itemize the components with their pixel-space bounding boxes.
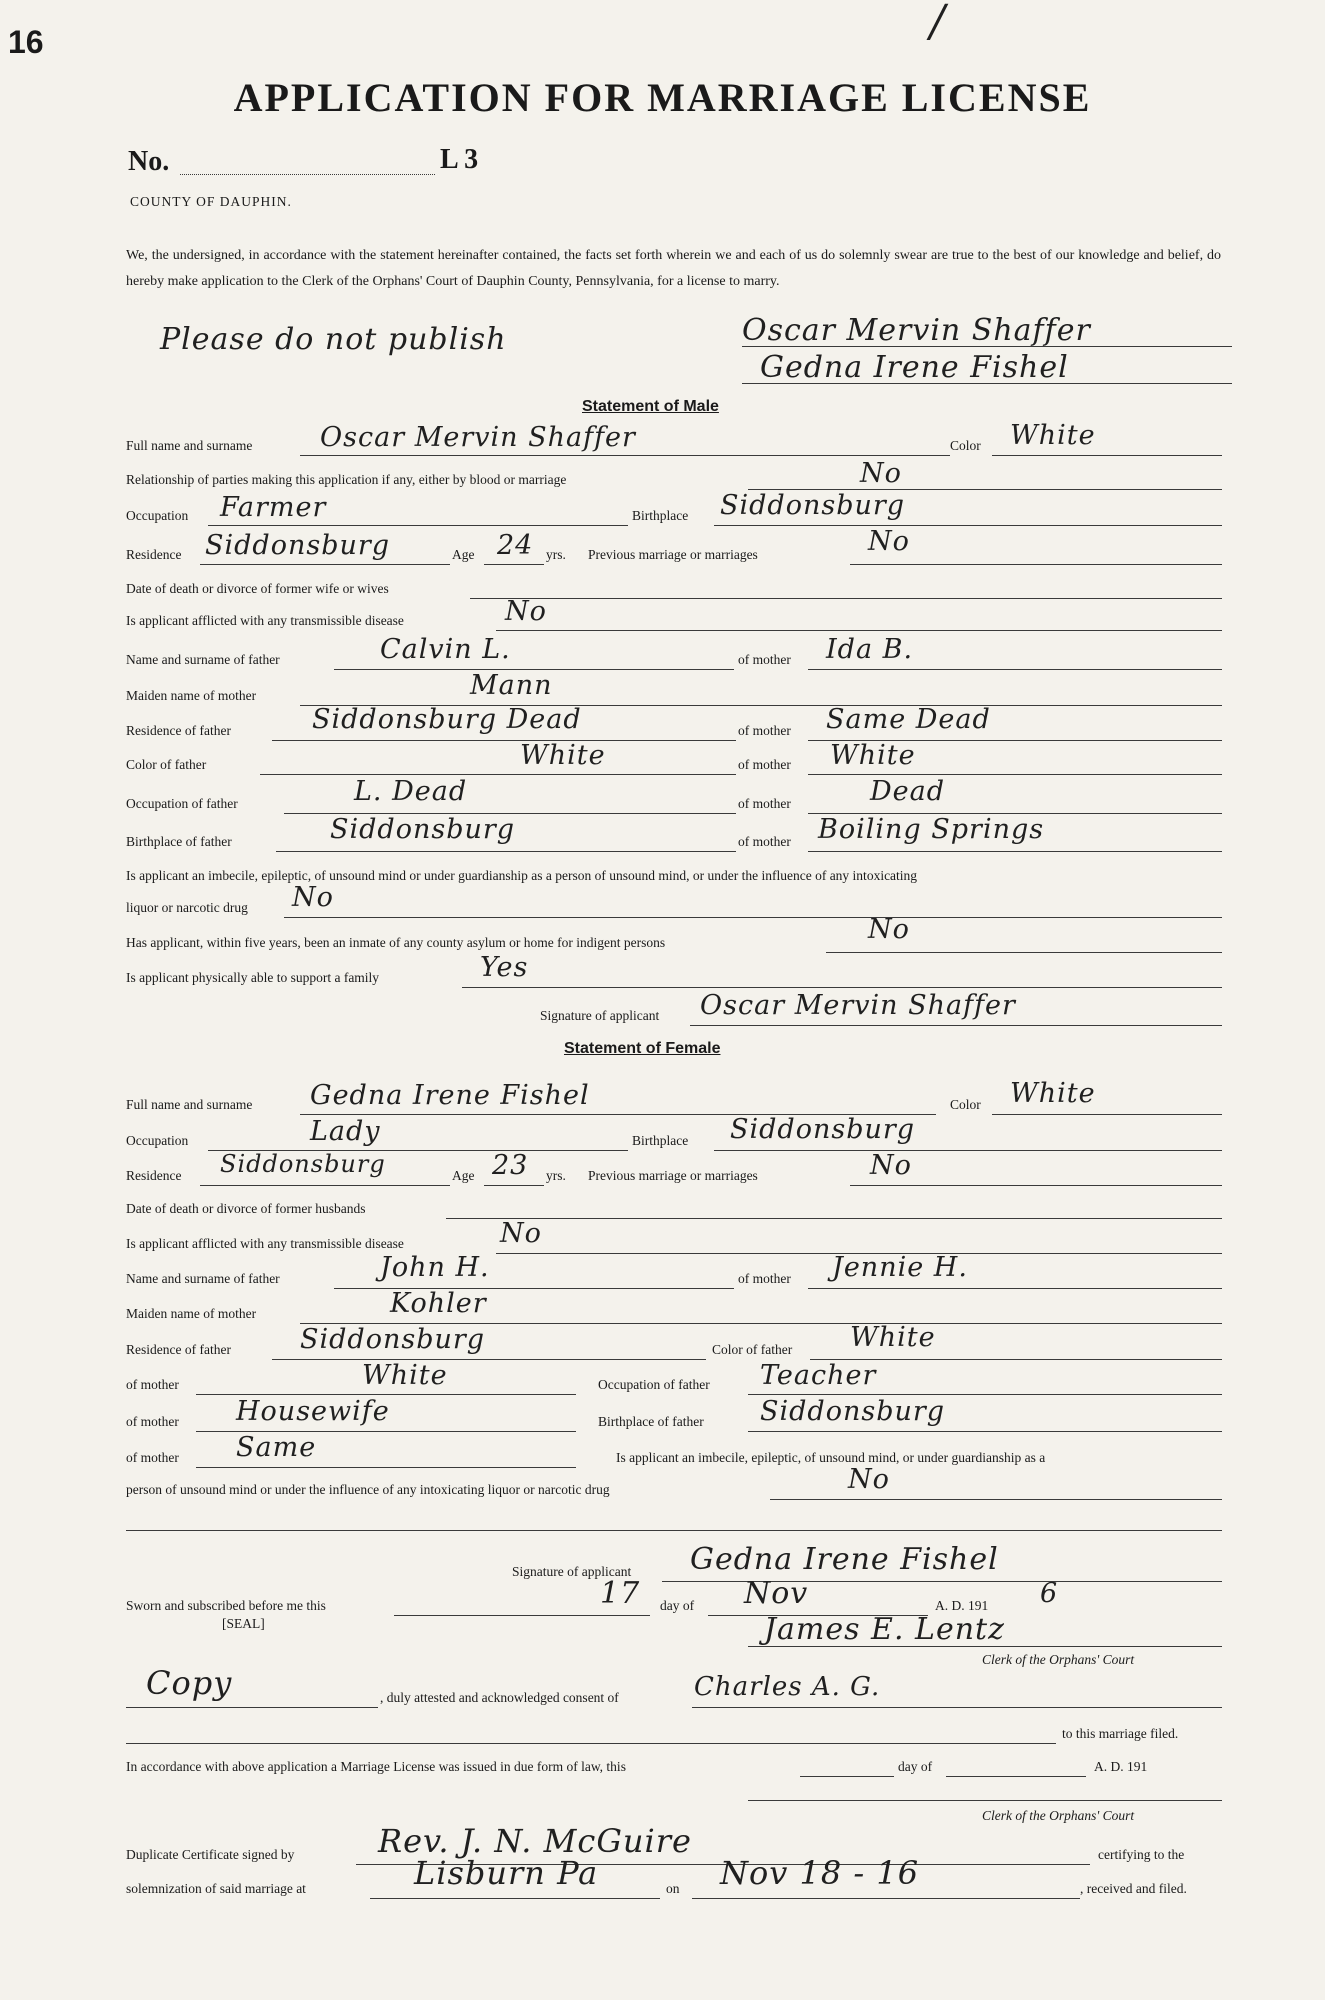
female-color-mother: White [362,1360,448,1391]
female-birth-father-label: Birthplace of father [598,1414,704,1429]
male-occupation-label: Occupation [126,508,189,523]
male-asylum-label: Has applicant, within five years, been an inmate of any county asylum or home for indigent persons [126,935,666,950]
male-occ-father: L. Dead [354,776,468,807]
female-birth-father: Siddonsburg [760,1396,946,1427]
sworn-month: Nov [744,1576,809,1611]
female-mother-name: Jennie H. [832,1252,968,1283]
issued-day-of-label: day of [898,1759,933,1774]
male-color-mother-label: of mother [738,757,791,772]
issued-ad-label: A. D. 191 [1094,1759,1148,1774]
male-relationship: No [860,458,902,489]
female-occ-mother: Housewife [236,1396,390,1427]
male-color: White [1010,420,1096,451]
female-color-label: Color [950,1097,981,1112]
male-death-divorce-label: Date of death or divorce of former wife or wives [126,581,389,596]
female-age-label: Age [452,1168,475,1183]
note-handwritten: Please do not publish [160,322,507,357]
male-of-mother-label: of mother [738,652,791,667]
sworn-day-of-label: day of [660,1598,695,1613]
male-color-label: Color [950,438,981,453]
male-residence-label: Residence [126,547,182,562]
male-occ-mother-label: of mother [738,796,791,811]
male-birth-mother: Boiling Springs [818,814,1045,845]
male-res-father: Siddonsburg Dead [312,704,582,735]
female-color-father: White [850,1322,936,1353]
duplicate-solemnization-label: solemnization of said marriage at [126,1881,306,1896]
sworn-ad-label: A. D. 191 [935,1598,989,1613]
female-prev-marriage: No [870,1150,912,1181]
duplicate-signed-by: Rev. J. N. McGuire [378,1822,692,1860]
male-yrs-label: yrs. [546,547,566,562]
male-birth-mother-label: of mother [738,834,791,849]
male-occupation: Farmer [220,492,327,523]
duplicate-on-label: on [666,1881,680,1896]
marriage-date: Nov 18 - 16 [720,1854,920,1892]
female-residence-label: Residence [126,1168,182,1183]
female-prev-marriage-label: Previous marriage or marriages [588,1168,758,1183]
seal-label: [SEAL] [222,1616,265,1631]
female-res-father: Siddonsburg [300,1324,486,1355]
male-disease: No [505,596,547,627]
clerk-label-2: Clerk of the Orphans' Court [982,1808,1135,1823]
female-imbecile-label-2: person of unsound mind or under the influence of any intoxicating liquor or narcotic drug [126,1482,610,1497]
license-no-label: No. [128,146,170,177]
page-title: APPLICATION FOR MARRIAGE LICENSE [233,75,1092,120]
male-birthplace-label: Birthplace [632,508,689,523]
check-mark: / [930,0,946,47]
clerk-label-1: Clerk of the Orphans' Court [982,1652,1135,1667]
male-section-heading: Statement of Male [582,398,719,415]
male-res-mother-label: of mother [738,723,791,738]
male-residence: Siddonsburg [205,530,391,561]
duplicate-certifying-label: certifying to the [1098,1847,1185,1862]
male-res-father-label: Residence of father [126,723,231,738]
male-signature: Oscar Mervin Shaffer [700,990,1016,1021]
female-color-mother-label: of mother [126,1377,179,1392]
consenter: Charles A. G. [694,1672,881,1702]
county: COUNTY OF DAUPHIN. [130,194,292,209]
male-full-name: Oscar Mervin Shaffer [320,422,636,453]
female-signature-label: Signature of applicant [512,1564,632,1579]
female-signature: Gedna Irene Fishel [690,1542,999,1577]
male-liquor-label: liquor or narcotic drug [126,900,248,915]
consent-label: , duly attested and acknowledged consent of [380,1690,619,1705]
male-imbecile-label: Is applicant an imbecile, epileptic, of unsound mind or under guardianship as a person of unsound mind, or under the influence of any intoxicating [126,868,918,883]
license-no: L 3 [440,144,479,175]
female-occ-father: Teacher [760,1360,877,1391]
female-birth-mother-label: of mother [126,1450,179,1465]
male-age-label: Age [452,547,475,562]
male-age: 24 [497,530,534,561]
female-residence: Siddonsburg [220,1150,386,1178]
male-res-mother: Same Dead [826,704,991,735]
applicant-signature-male-top: Oscar Mervin Shaffer [742,313,1091,348]
sworn-day: 17 [600,1576,641,1611]
female-age: 23 [492,1150,529,1181]
consent-filed-label: to this marriage filed. [1062,1726,1179,1741]
oath-text: We, the undersigned, in accordance with the statement hereinafter contained, the facts set forth wherein we and each of us do solemnly swear are true to the best of our knowledge and belief, do hereby make application to the Clerk of the Orphans' Court of Dauphin County, Pennsylvania, for a license to marry. [126,248,1221,289]
female-imbecile-label-1: Is applicant an imbecile, epileptic, of unsound mind, or under guardianship as a [616,1450,1046,1465]
male-mother-name: Ida B. [826,634,914,665]
male-occ-mother: Dead [870,776,946,807]
female-birthplace-label: Birthplace [632,1133,689,1148]
female-color-father-label: Color of father [712,1342,793,1357]
female-birth-mother: Same [236,1432,317,1463]
duplicate-received-label: , received and filed. [1080,1881,1187,1896]
issued-text: In accordance with above application a Marriage License was issued in due form of law, this [126,1759,626,1774]
female-yrs-label: yrs. [546,1168,566,1183]
female-father-name: John H. [380,1252,490,1283]
male-maiden: Mann [470,670,553,701]
male-birthplace: Siddonsburg [720,490,906,521]
female-color: White [1010,1078,1096,1109]
duplicate-signed-by-label: Duplicate Certificate signed by [126,1847,295,1862]
male-prev-marriage: No [868,526,910,557]
female-disease: No [500,1218,542,1249]
sworn-year: 6 [1040,1578,1059,1609]
female-imbecile: No [848,1464,890,1495]
male-color-father-label: Color of father [126,757,207,772]
male-relationship-label: Relationship of parties making this application if any, either by blood or marriage [126,472,567,487]
female-occ-father-label: Occupation of father [598,1377,710,1392]
male-father-name-label: Name and surname of father [126,652,280,667]
male-maiden-label: Maiden name of mother [126,688,257,703]
sworn-label: Sworn and subscribed before me this [126,1598,326,1613]
female-full-name-label: Full name and surname [126,1097,253,1112]
consent-copy: Copy [146,1664,233,1702]
male-support-label: Is applicant physically able to support a family [126,970,380,985]
female-occ-mother-label: of mother [126,1414,179,1429]
page-number: 16 [8,24,44,60]
female-occupation: Lady [310,1116,381,1147]
male-father-name: Calvin L. [380,634,511,665]
male-support: Yes [480,952,529,983]
male-disease-label: Is applicant afflicted with any transmissible disease [126,613,404,628]
male-color-mother: White [830,740,916,771]
marriage-place: Lisburn Pa [414,1854,599,1892]
male-signature-label: Signature of applicant [540,1008,660,1023]
female-occupation-label: Occupation [126,1133,189,1148]
male-birth-father-label: Birthplace of father [126,834,232,849]
female-maiden: Kohler [390,1288,487,1319]
male-full-name-label: Full name and surname [126,438,253,453]
male-birth-father: Siddonsburg [330,814,516,845]
male-imbecile: No [292,882,334,913]
female-death-divorce-label: Date of death or divorce of former husbands [126,1201,366,1216]
clerk-signature: James E. Lentz [764,1612,1005,1647]
female-section-heading: Statement of Female [564,1040,721,1057]
male-occ-father-label: Occupation of father [126,796,238,811]
male-color-father: White [520,740,606,771]
applicant-signature-female-top: Gedna Irene Fishel [760,350,1069,385]
male-prev-marriage-label: Previous marriage or marriages [588,547,758,562]
female-father-name-label: Name and surname of father [126,1271,280,1286]
female-maiden-label: Maiden name of mother [126,1306,257,1321]
female-birthplace: Siddonsburg [730,1114,916,1145]
female-full-name: Gedna Irene Fishel [310,1080,590,1111]
male-asylum: No [868,914,910,945]
female-disease-label: Is applicant afflicted with any transmissible disease [126,1236,404,1251]
female-res-father-label: Residence of father [126,1342,231,1357]
female-of-mother-label: of mother [738,1271,791,1286]
